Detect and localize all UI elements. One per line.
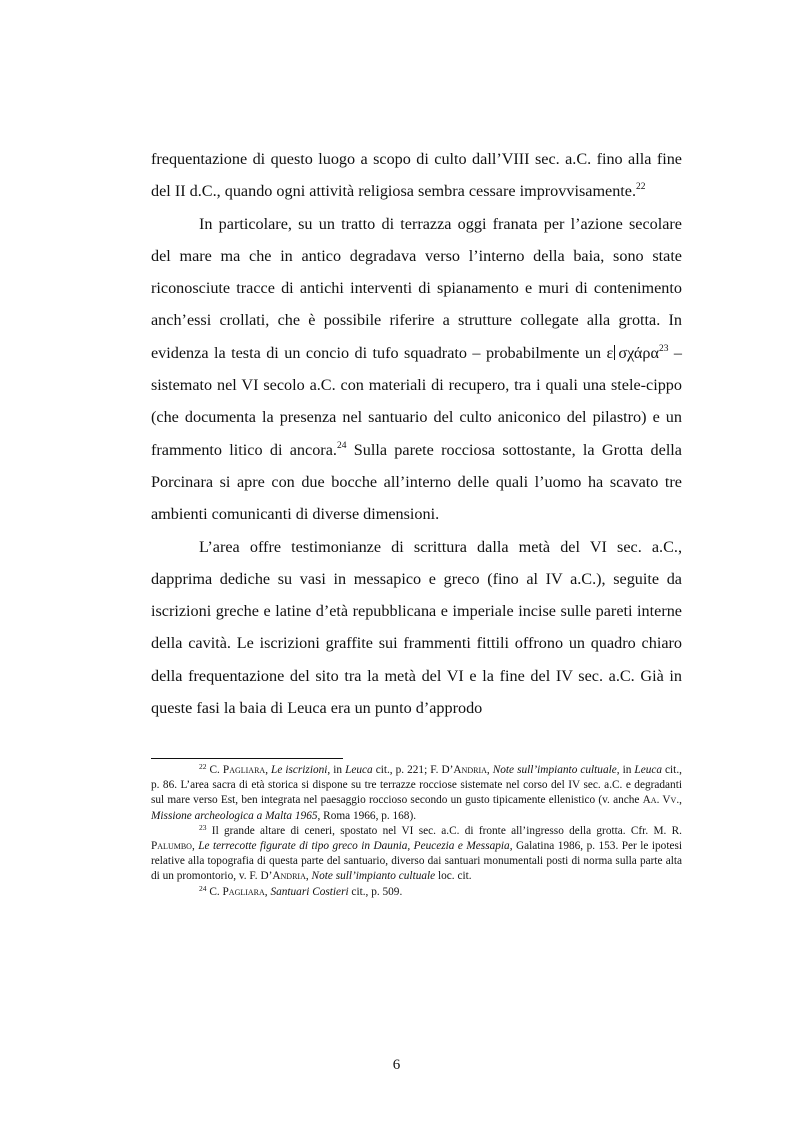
author-name: Pagliara xyxy=(222,885,265,898)
author-name: Aa. Vv. xyxy=(642,794,680,807)
work-title: Leuca xyxy=(634,764,663,776)
author-name: Pagliara xyxy=(222,764,266,776)
footnote-text: , in xyxy=(327,764,346,776)
work-title: Leuca xyxy=(345,764,373,776)
footnote-number: 23 xyxy=(199,822,207,832)
paragraph-2-text-b: – sistemato nel VI secolo a.C. con materiali di recupero, tra i quali una stele-cippo (che documenta la presenza nel santuario del culto aniconico del pilastro) e un frammento litico di ancora. xyxy=(151,343,683,459)
work-title: Note sull’impianto cultuale xyxy=(311,870,436,883)
paragraph-2-text-a: In particolare, su un tratto di terrazza oggi franata per l’azione secolare del mare ma che in antico degradava verso l’interno della baia, sono state riconosciute tracce di antichi interventi di spianamento e muri di contenimento anch’essi crollati, che è possibile riferire a strutture collegate alla grotta. In evidenza la testa di un concio di tufo squadrato – probabilmente un ε xyxy=(151,214,682,362)
footnote-ref-24[interactable]: 24 xyxy=(336,440,347,451)
work-title: Le iscrizioni xyxy=(271,764,328,776)
paragraph-1 xyxy=(151,143,682,208)
footnote-number: 24 xyxy=(199,883,207,893)
footnote-text: cit., p. 221; F. D’ xyxy=(372,764,454,776)
footnote-text: , xyxy=(305,870,312,883)
footnote-text: C. xyxy=(206,764,223,776)
greek-term: σχάρα xyxy=(618,343,659,362)
page-number: 6 xyxy=(392,1057,401,1073)
work-title: Santuari Costieri xyxy=(270,885,349,898)
footnote-text: , xyxy=(486,764,493,776)
footnote-text: loc. cit. xyxy=(435,870,472,883)
footnote-22 xyxy=(151,763,682,824)
footnote-text: cit., p. 509. xyxy=(348,885,403,898)
main-text xyxy=(151,143,682,724)
work-title: Le terrecotte figurate di tipo greco in Daunia, Peucezia e Messapia xyxy=(198,840,510,853)
footnote-text: , xyxy=(265,764,272,776)
footnote-text: , xyxy=(679,794,682,807)
footnote-ref-22[interactable]: 22 xyxy=(636,182,646,193)
author-name: Andria xyxy=(272,870,306,883)
footnote-text: , xyxy=(191,840,199,853)
footnote-text: , in xyxy=(616,764,635,776)
paragraph-3: L’area offre testimonianze di scrittura dalla metà del VI sec. a.C., dapprima dediche su vasi in messapico e greco (fino al IV a.C.), seguite da iscrizioni greche e latine d’età repubblicana e imperiale incise sulle pareti interne della cavità. Le iscrizioni graffite sui frammenti fittili offrono un quadro chiaro della frequentazione del sito tra la metà del VI e la fine del IV sec. a.C. Già in queste fasi la baia di Leuca era un punto d’approdo xyxy=(151,537,682,718)
paragraph-2-text-c: Sulla parete rocciosa sottostante, la Grotta della Porcinara si apre con due bocche all’interno delle quali l’uomo ha scavato tre ambienti comunicanti di diverse dimensioni. xyxy=(151,440,682,524)
footnote-text: cit., p. 86. L’area sacra di età storica si dispone su tre terrazze rocciose sistemate nel corso del IV sec. a.C. e degradanti sul mare verso Est, ben integrata nel paesaggio roccioso secondo un gusto tipicamente ellenistico (v. anche xyxy=(151,764,682,807)
footnote-23 xyxy=(151,824,682,885)
footnote-text: , Roma 1966, p. 168). xyxy=(317,809,417,822)
footnote-24 xyxy=(151,885,682,900)
accent-mark xyxy=(614,345,615,360)
footnotes xyxy=(151,763,682,900)
footnote-text: C. xyxy=(206,885,223,898)
paragraph-1-text: frequentazione di questo luogo a scopo di culto dall’VIII sec. a.C. fino alla fine del II d.C., quando ogni attività religiosa sembra cessare improvvisamente. xyxy=(151,150,682,201)
footnote-ref-23[interactable]: 23 xyxy=(658,343,669,354)
paragraph-2 xyxy=(151,208,682,531)
footnote-text: , xyxy=(264,885,271,898)
work-title: Missione archeologica a Malta 1965 xyxy=(151,809,318,822)
footnote-text: Il grande altare di ceneri, spostato nel VI sec. a.C. di fronte all’ingresso della grotta. Cfr. M. R. xyxy=(206,824,682,837)
work-title: Note sull’impianto cultuale xyxy=(492,764,617,776)
author-name: Palumbo xyxy=(151,840,192,853)
footnote-number: 22 xyxy=(199,762,207,771)
author-name: Andria xyxy=(453,764,487,776)
footnote-separator xyxy=(151,758,343,759)
footnote-text: , Galatina 1986, p. 153. Per le ipotesi relative alla topografia di questa parte del santuario, diverso dai santuari monumentali posti di norma sulla parte alta di un promontorio, v. F. D’ xyxy=(151,840,683,883)
